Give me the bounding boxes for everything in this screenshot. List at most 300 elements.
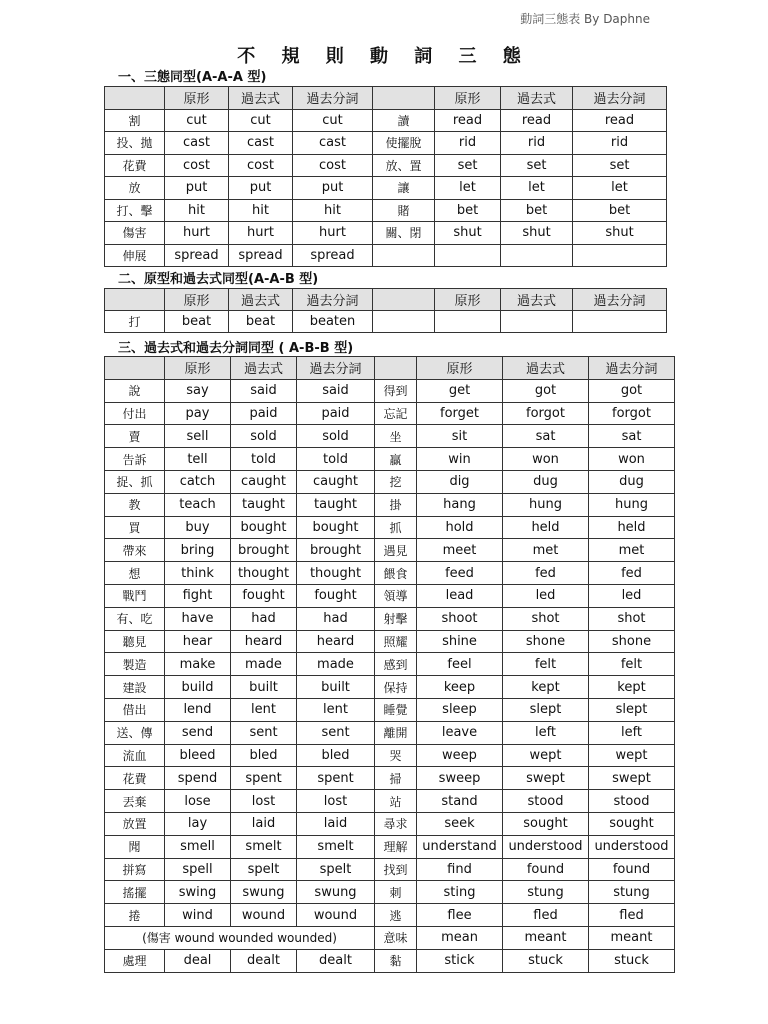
- chinese-meaning: 意味: [375, 926, 417, 949]
- past-tense: felt: [503, 653, 589, 676]
- chinese-meaning: 拼寫: [105, 858, 165, 881]
- past-participle: wound: [297, 904, 375, 927]
- past-participle: cost: [293, 154, 373, 177]
- chinese-meaning: 捲: [105, 904, 165, 927]
- chinese-meaning: 站: [375, 790, 417, 813]
- chinese-meaning: 教: [105, 493, 165, 516]
- section-title-abb: 三、過去式和過去分詞同型 ( A-B-B 型): [118, 341, 354, 356]
- table-row: [105, 767, 675, 790]
- past-tense: dug: [503, 470, 589, 493]
- chinese-meaning: 掃: [375, 767, 417, 790]
- chinese-meaning: 使擺脫: [373, 132, 435, 155]
- past-participle: paid: [297, 402, 375, 425]
- header-blank-cell: [375, 357, 417, 380]
- past-participle: cast: [293, 132, 373, 155]
- section-title-aaa: 一、三態同型(A-A-A 型): [118, 70, 267, 85]
- past-participle: fought: [297, 584, 375, 607]
- past-participle: bought: [297, 516, 375, 539]
- base-form: cost: [165, 154, 229, 177]
- chinese-meaning: 花費: [105, 767, 165, 790]
- chinese-meaning: 處理: [105, 949, 165, 972]
- table-row: [105, 562, 675, 585]
- past-tense: fought: [231, 584, 297, 607]
- table-row: [105, 425, 675, 448]
- document-title: 不 規 則 動 詞 三 態: [237, 46, 531, 67]
- past-tense: got: [503, 379, 589, 402]
- chinese-meaning: 睡覺: [375, 698, 417, 721]
- header-blank-cell: [105, 87, 165, 110]
- past-tense: bought: [231, 516, 297, 539]
- base-form: dig: [417, 470, 503, 493]
- past-tense: said: [231, 379, 297, 402]
- header-label: 動詞三態表: [520, 12, 581, 26]
- chinese-meaning: 放置: [105, 812, 165, 835]
- table-row: [105, 244, 667, 267]
- header-base-form: 原形: [165, 289, 229, 311]
- past-tense: made: [231, 653, 297, 676]
- chinese-meaning: 告訴: [105, 448, 165, 471]
- past-participle: [573, 244, 667, 267]
- chinese-meaning: 保持: [375, 676, 417, 699]
- table-row: [105, 835, 675, 858]
- past-tense: led: [503, 584, 589, 607]
- base-form: lend: [165, 698, 231, 721]
- past-participle: kept: [589, 676, 675, 699]
- past-tense: lost: [231, 790, 297, 813]
- past-tense: bet: [501, 199, 573, 222]
- base-form: mean: [417, 926, 503, 949]
- base-form: hang: [417, 493, 503, 516]
- past-tense: won: [503, 448, 589, 471]
- past-tense: paid: [231, 402, 297, 425]
- table-row: [105, 470, 675, 493]
- chinese-meaning: 花費: [105, 154, 165, 177]
- past-participle: spelt: [297, 858, 375, 881]
- header-past-tense: 過去式: [229, 289, 293, 311]
- table-row: [105, 881, 675, 904]
- base-form: bet: [435, 199, 501, 222]
- past-participle: told: [297, 448, 375, 471]
- chinese-meaning: 投、拋: [105, 132, 165, 155]
- base-form: fight: [165, 584, 231, 607]
- past-tense: fed: [503, 562, 589, 585]
- past-tense: lent: [231, 698, 297, 721]
- past-tense: put: [229, 177, 293, 200]
- past-participle: stuck: [589, 949, 675, 972]
- header-past-tense: 過去式: [503, 357, 589, 380]
- chinese-meaning: 賣: [105, 425, 165, 448]
- past-tense: forgot: [503, 402, 589, 425]
- header-past-participle: 過去分詞: [573, 289, 667, 311]
- past-tense: stood: [503, 790, 589, 813]
- past-participle: laid: [297, 812, 375, 835]
- base-form: put: [165, 177, 229, 200]
- table-row: [105, 744, 675, 767]
- past-participle: put: [293, 177, 373, 200]
- past-tense: let: [501, 177, 573, 200]
- base-form: rid: [435, 132, 501, 155]
- chinese-meaning: 想: [105, 562, 165, 585]
- table-row: [105, 199, 667, 222]
- base-form: get: [417, 379, 503, 402]
- base-form: feed: [417, 562, 503, 585]
- table-row: [105, 109, 667, 132]
- table-row: [105, 539, 675, 562]
- chinese-meaning: 讓: [373, 177, 435, 200]
- past-tense: shone: [503, 630, 589, 653]
- past-participle: rid: [573, 132, 667, 155]
- past-tense: beat: [229, 311, 293, 333]
- base-form: catch: [165, 470, 231, 493]
- past-participle: wept: [589, 744, 675, 767]
- past-participle: sought: [589, 812, 675, 835]
- past-participle: bled: [297, 744, 375, 767]
- table-row: [105, 721, 675, 744]
- chinese-meaning: 搖擺: [105, 881, 165, 904]
- base-form: lay: [165, 812, 231, 835]
- header-base-form: 原形: [165, 357, 231, 380]
- table-row: [105, 790, 675, 813]
- past-tense: stung: [503, 881, 589, 904]
- header-base-form: 原形: [435, 87, 501, 110]
- chinese-meaning: 放、置: [373, 154, 435, 177]
- past-participle: shone: [589, 630, 675, 653]
- base-form: bring: [165, 539, 231, 562]
- past-participle: heard: [297, 630, 375, 653]
- base-form: keep: [417, 676, 503, 699]
- past-tense: read: [501, 109, 573, 132]
- base-form: lead: [417, 584, 503, 607]
- past-participle: brought: [297, 539, 375, 562]
- chinese-meaning: 買: [105, 516, 165, 539]
- chinese-meaning: 逃: [375, 904, 417, 927]
- past-participle: let: [573, 177, 667, 200]
- table-row: [105, 311, 667, 333]
- base-form: build: [165, 676, 231, 699]
- past-tense: dealt: [231, 949, 297, 972]
- past-participle: got: [589, 379, 675, 402]
- chinese-meaning: 帶來: [105, 539, 165, 562]
- base-form: wind: [165, 904, 231, 927]
- past-participle: meant: [589, 926, 675, 949]
- past-participle: met: [589, 539, 675, 562]
- header-base-form: 原形: [165, 87, 229, 110]
- base-form: set: [435, 154, 501, 177]
- base-form: bleed: [165, 744, 231, 767]
- base-form: [435, 311, 501, 333]
- past-participle: read: [573, 109, 667, 132]
- past-participle: held: [589, 516, 675, 539]
- past-participle: hurt: [293, 222, 373, 245]
- past-participle: felt: [589, 653, 675, 676]
- past-participle: spent: [297, 767, 375, 790]
- base-form: hold: [417, 516, 503, 539]
- chinese-meaning: 借出: [105, 698, 165, 721]
- chinese-meaning: 感到: [375, 653, 417, 676]
- table-row: [105, 904, 675, 927]
- chinese-meaning: 有、吃: [105, 607, 165, 630]
- past-participle: swung: [297, 881, 375, 904]
- chinese-meaning: 忘記: [375, 402, 417, 425]
- past-tense: cast: [229, 132, 293, 155]
- table-header-row: [105, 87, 667, 110]
- past-tense: meant: [503, 926, 589, 949]
- base-form: forget: [417, 402, 503, 425]
- base-form: beat: [165, 311, 229, 333]
- header-past-tense: 過去式: [501, 289, 573, 311]
- base-form: think: [165, 562, 231, 585]
- past-tense: held: [503, 516, 589, 539]
- table-header-row: [105, 357, 675, 380]
- chinese-meaning: 餵食: [375, 562, 417, 585]
- table-row: [105, 698, 675, 721]
- past-participle: lost: [297, 790, 375, 813]
- past-participle: dug: [589, 470, 675, 493]
- base-form: meet: [417, 539, 503, 562]
- header-past-participle: 過去分詞: [297, 357, 375, 380]
- header-past-participle: 過去分詞: [293, 289, 373, 311]
- header-past-participle: 過去分詞: [293, 87, 373, 110]
- past-participle: found: [589, 858, 675, 881]
- header-blank-cell: [373, 289, 435, 311]
- past-tense: left: [503, 721, 589, 744]
- past-participle: [573, 311, 667, 333]
- chinese-meaning: 找到: [375, 858, 417, 881]
- table-row: [105, 516, 675, 539]
- base-form: leave: [417, 721, 503, 744]
- past-tense: hit: [229, 199, 293, 222]
- base-form: spell: [165, 858, 231, 881]
- table-row: [105, 379, 675, 402]
- past-participle: sent: [297, 721, 375, 744]
- past-tense: sent: [231, 721, 297, 744]
- past-participle: led: [589, 584, 675, 607]
- past-tense: swung: [231, 881, 297, 904]
- table-row: [105, 653, 675, 676]
- past-tense: cost: [229, 154, 293, 177]
- past-tense: bled: [231, 744, 297, 767]
- chinese-meaning: 打、擊: [105, 199, 165, 222]
- chinese-meaning: 丟棄: [105, 790, 165, 813]
- past-participle: bet: [573, 199, 667, 222]
- chinese-meaning: 掛: [375, 493, 417, 516]
- past-participle: stung: [589, 881, 675, 904]
- table-row: [105, 949, 675, 972]
- past-participle: made: [297, 653, 375, 676]
- past-participle: dealt: [297, 949, 375, 972]
- table-row: [105, 676, 675, 699]
- base-form: shoot: [417, 607, 503, 630]
- past-tense: cut: [229, 109, 293, 132]
- table-row: [105, 402, 675, 425]
- chinese-meaning: 傷害: [105, 222, 165, 245]
- table-row: [105, 177, 667, 200]
- chinese-meaning: 尋求: [375, 812, 417, 835]
- header-past-participle: 過去分詞: [573, 87, 667, 110]
- base-form: deal: [165, 949, 231, 972]
- past-tense: sought: [503, 812, 589, 835]
- base-form: spend: [165, 767, 231, 790]
- table-row: [105, 812, 675, 835]
- chinese-meaning: 離開: [375, 721, 417, 744]
- past-participle: taught: [297, 493, 375, 516]
- past-tense: heard: [231, 630, 297, 653]
- past-tense: set: [501, 154, 573, 177]
- table-abb: [104, 356, 675, 973]
- header-author: By Daphne: [584, 12, 650, 26]
- chinese-meaning: 挖: [375, 470, 417, 493]
- base-form: buy: [165, 516, 231, 539]
- past-participle: beaten: [293, 311, 373, 333]
- past-participle: hit: [293, 199, 373, 222]
- chinese-meaning: 戰鬥: [105, 584, 165, 607]
- past-participle: smelt: [297, 835, 375, 858]
- chinese-meaning: 製造: [105, 653, 165, 676]
- base-form: cut: [165, 109, 229, 132]
- past-tense: met: [503, 539, 589, 562]
- past-participle: built: [297, 676, 375, 699]
- past-participle: fled: [589, 904, 675, 927]
- past-participle: shut: [573, 222, 667, 245]
- chinese-meaning: 坐: [375, 425, 417, 448]
- past-participle: shot: [589, 607, 675, 630]
- header-blank-cell: [105, 357, 165, 380]
- header-blank-cell: [105, 289, 165, 311]
- past-participle: cut: [293, 109, 373, 132]
- chinese-meaning: [373, 311, 435, 333]
- past-participle: slept: [589, 698, 675, 721]
- header-base-form: 原形: [417, 357, 503, 380]
- past-tense: taught: [231, 493, 297, 516]
- chinese-meaning: 伸展: [105, 244, 165, 267]
- past-participle: set: [573, 154, 667, 177]
- past-participle: stood: [589, 790, 675, 813]
- base-form: say: [165, 379, 231, 402]
- chinese-meaning: 聽見: [105, 630, 165, 653]
- header-past-tense: 過去式: [501, 87, 573, 110]
- chinese-meaning: 賭: [373, 199, 435, 222]
- past-participle: had: [297, 607, 375, 630]
- past-participle: lent: [297, 698, 375, 721]
- chinese-meaning: 讀: [373, 109, 435, 132]
- past-tense: hung: [503, 493, 589, 516]
- chinese-meaning: 割: [105, 109, 165, 132]
- base-form: send: [165, 721, 231, 744]
- past-tense: had: [231, 607, 297, 630]
- base-form: win: [417, 448, 503, 471]
- table-row: [105, 448, 675, 471]
- base-form: find: [417, 858, 503, 881]
- chinese-meaning: 理解: [375, 835, 417, 858]
- table-row: [105, 222, 667, 245]
- base-form: understand: [417, 835, 503, 858]
- chinese-meaning: 照耀: [375, 630, 417, 653]
- past-tense: slept: [503, 698, 589, 721]
- chinese-meaning: 聞: [105, 835, 165, 858]
- base-form: let: [435, 177, 501, 200]
- chinese-meaning: 抓: [375, 516, 417, 539]
- past-tense: kept: [503, 676, 589, 699]
- base-form: cast: [165, 132, 229, 155]
- past-tense: shut: [501, 222, 573, 245]
- past-participle: said: [297, 379, 375, 402]
- past-tense: swept: [503, 767, 589, 790]
- table-row: [105, 630, 675, 653]
- base-form: sell: [165, 425, 231, 448]
- base-form: tell: [165, 448, 231, 471]
- past-participle: spread: [293, 244, 373, 267]
- past-tense: hurt: [229, 222, 293, 245]
- chinese-meaning: 打: [105, 311, 165, 333]
- chinese-meaning: 捉、抓: [105, 470, 165, 493]
- base-form: smell: [165, 835, 231, 858]
- base-form: sleep: [417, 698, 503, 721]
- header-past-tense: 過去式: [231, 357, 297, 380]
- past-participle: fed: [589, 562, 675, 585]
- base-form: feel: [417, 653, 503, 676]
- base-form: pay: [165, 402, 231, 425]
- base-form: seek: [417, 812, 503, 835]
- base-form: sit: [417, 425, 503, 448]
- chinese-meaning: 哭: [375, 744, 417, 767]
- base-form: lose: [165, 790, 231, 813]
- chinese-meaning: 流血: [105, 744, 165, 767]
- base-form: teach: [165, 493, 231, 516]
- past-participle: sat: [589, 425, 675, 448]
- chinese-meaning: 付出: [105, 402, 165, 425]
- chinese-meaning: [373, 244, 435, 267]
- past-tense: found: [503, 858, 589, 881]
- table-row: [105, 584, 675, 607]
- base-form: hear: [165, 630, 231, 653]
- past-tense: rid: [501, 132, 573, 155]
- chinese-meaning: 黏: [375, 949, 417, 972]
- past-participle: thought: [297, 562, 375, 585]
- base-form: hurt: [165, 222, 229, 245]
- chinese-meaning: 遇見: [375, 539, 417, 562]
- past-tense: understood: [503, 835, 589, 858]
- base-form: sweep: [417, 767, 503, 790]
- past-tense: wept: [503, 744, 589, 767]
- base-form: hit: [165, 199, 229, 222]
- past-tense: caught: [231, 470, 297, 493]
- base-form: stand: [417, 790, 503, 813]
- past-tense: fled: [503, 904, 589, 927]
- chinese-meaning: 贏: [375, 448, 417, 471]
- past-tense: stuck: [503, 949, 589, 972]
- table-aaa: [104, 86, 667, 267]
- table-row: [105, 493, 675, 516]
- table-aab: [104, 288, 667, 333]
- past-participle: forgot: [589, 402, 675, 425]
- chinese-meaning: 建設: [105, 676, 165, 699]
- past-tense: spelt: [231, 858, 297, 881]
- past-tense: wound: [231, 904, 297, 927]
- base-form: stick: [417, 949, 503, 972]
- past-tense: [501, 311, 573, 333]
- past-participle: swept: [589, 767, 675, 790]
- base-form: shine: [417, 630, 503, 653]
- base-form: have: [165, 607, 231, 630]
- base-form: spread: [165, 244, 229, 267]
- chinese-meaning: 射擊: [375, 607, 417, 630]
- base-form: make: [165, 653, 231, 676]
- table-header-row: [105, 289, 667, 311]
- past-participle: won: [589, 448, 675, 471]
- section-title-aab: 二、原型和過去式同型(A-A-B 型): [118, 272, 319, 287]
- base-form: read: [435, 109, 501, 132]
- past-tense: spent: [231, 767, 297, 790]
